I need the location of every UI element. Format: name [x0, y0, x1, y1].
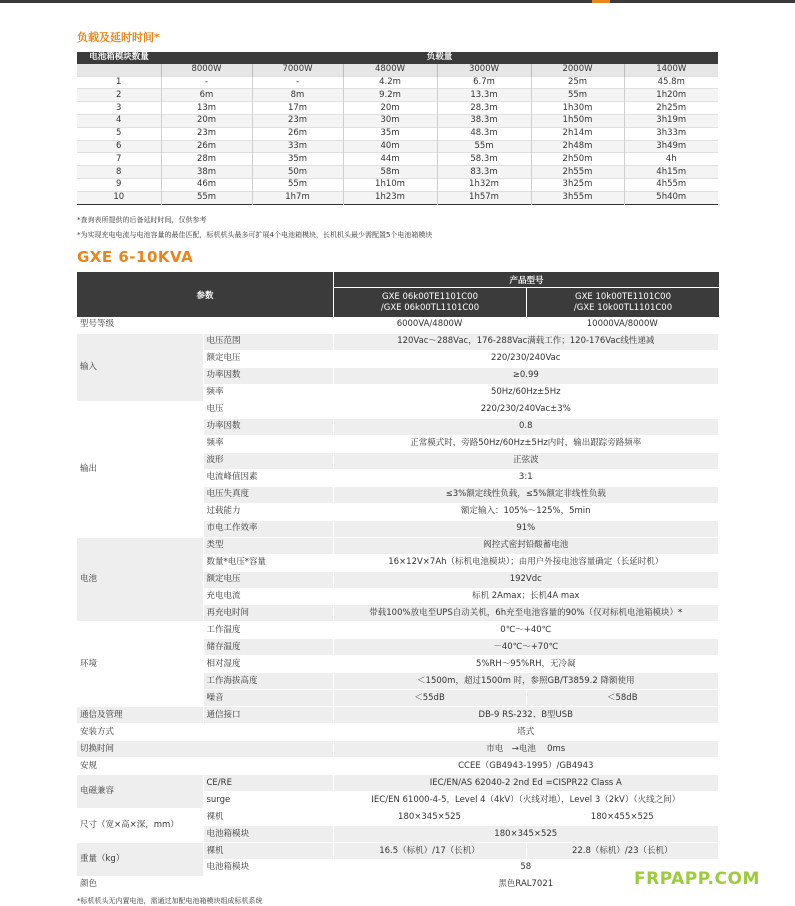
runtime-cell: 4h55m — [624, 178, 718, 191]
load-row — [77, 76, 718, 89]
runtime-cell: 20m — [343, 102, 437, 115]
spec-sub-label: 工作温度 — [203, 622, 333, 639]
safety-label: 安规 — [77, 758, 333, 775]
runtime-cell: 2h50m — [531, 153, 624, 166]
runtime-cell: 17m — [252, 102, 343, 115]
top-accent — [592, 0, 610, 3]
emc-group-label: 电磁兼容 — [77, 775, 203, 809]
spec-value: 180×455×525 — [526, 809, 718, 826]
load-note-1: *查询表所提供的后备延时时间，仅供参考 — [77, 216, 207, 224]
load-row — [77, 166, 718, 179]
col-load-header: 负载量 — [161, 52, 718, 64]
spec-value: 带载100%放电至UPS自动关机，6h充至电池容量的90%（仅对标机电池箱模块）* — [333, 605, 718, 622]
runtime-cell: 2h48m — [531, 140, 624, 153]
runtime-cell: 26m — [252, 127, 343, 140]
spec-value: 额定输入：105%～125%，5min — [333, 503, 718, 520]
runtime-cell: 55m — [161, 191, 252, 204]
spec-sub-label: 工作海拔高度 — [203, 673, 333, 690]
runtime-cell: 2h55m — [531, 166, 624, 179]
spec-sub-label: 充电电流 — [203, 588, 333, 605]
spec-sub-label: 过载能力 — [203, 503, 333, 520]
module-count-cell: 8 — [116, 166, 122, 177]
watt-empty-cell — [77, 64, 161, 76]
spec-table-header — [77, 272, 718, 317]
spec-value: 16.5（标机）/17（长机） — [333, 843, 526, 860]
spec-value: 5%RH～95%RH，无冷凝 — [333, 656, 718, 673]
spec-sub-label: 裸机 — [203, 809, 333, 826]
spec-value: 黑色RAL7021 — [333, 876, 718, 893]
spec-value: 6000VA/4800W — [333, 317, 526, 333]
spec-value: 58 — [333, 860, 718, 877]
spec-sub-label: 相对湿度 — [203, 656, 333, 673]
runtime-cell: 25m — [531, 76, 624, 89]
runtime-cell: 35m — [343, 127, 437, 140]
spec-value: －40℃～+70℃ — [333, 639, 718, 656]
spec-sub-label: 波形 — [203, 452, 333, 469]
spec-sub-label: 储存温度 — [203, 639, 333, 656]
spec-row — [77, 707, 718, 724]
runtime-cell: 20m — [161, 114, 252, 127]
spec-value: 标机 2Amax；长机4A max — [333, 588, 718, 605]
runtime-cell: 1h23m — [343, 191, 437, 204]
dims-group-label: 尺寸（宽×高×深，mm） — [77, 809, 203, 843]
spec-row — [77, 401, 718, 418]
spec-value: IEC/EN 61000-4-5，Level 4（4kV）（火线对地），Level 3（2kV）（火线之间） — [333, 792, 718, 809]
spec-sub-label: 电压范围 — [203, 333, 333, 350]
spec-sub-label: 电流峰值因素 — [203, 469, 333, 486]
module-count-cell: 10 — [113, 192, 125, 203]
spec-sub-label: 频率 — [203, 435, 333, 452]
color-label: 颜色 — [77, 876, 333, 893]
spec-sub-label: 额定电压 — [203, 350, 333, 367]
runtime-cell: 1h32m — [437, 178, 531, 191]
watt-row — [77, 64, 718, 76]
module-count-cell: 1 — [116, 76, 122, 87]
runtime-cell: 1h20m — [624, 89, 718, 102]
model-1-header — [333, 288, 526, 317]
rating-label: 型号等级 — [77, 317, 333, 333]
runtime-cell: 23m — [161, 127, 252, 140]
watt-cell: 1400W — [624, 64, 718, 76]
spec-sub-label: 数量*电压*容量 — [203, 554, 333, 571]
runtime-cell: 1h10m — [343, 178, 437, 191]
spec-table — [77, 317, 718, 894]
runtime-cell: 23m — [252, 114, 343, 127]
load-table — [77, 52, 718, 205]
param-header: 参数 — [77, 272, 333, 317]
module-count-cell: 5 — [116, 128, 122, 139]
model-2-line-2: /GXE 10k00TL1101C00 — [573, 302, 673, 313]
spec-sub-label: 频率 — [203, 384, 333, 401]
runtime-cell: 55m — [252, 178, 343, 191]
runtime-cell: 58m — [343, 166, 437, 179]
runtime-cell: 55m — [531, 89, 624, 102]
spec-value: ≤3%额定线性负载，≤5%额定非线性负载 — [333, 486, 718, 503]
runtime-cell: 38m — [161, 166, 252, 179]
watt-cell: 2000W — [531, 64, 624, 76]
runtime-cell: 13.3m — [437, 89, 531, 102]
spec-value: 塔式 — [333, 724, 718, 741]
load-table-header — [77, 52, 718, 64]
output-group-label: 输出 — [77, 401, 203, 537]
module-count-cell: 2 — [116, 89, 122, 100]
spec-value: 180×345×525 — [333, 809, 526, 826]
runtime-cell: 6m — [161, 89, 252, 102]
spec-value: 0℃～+40℃ — [333, 622, 718, 639]
spec-value: 180×345×525 — [333, 826, 718, 843]
load-row — [77, 140, 718, 153]
spec-value: 192Vdc — [333, 571, 718, 588]
runtime-cell: 2h25m — [624, 102, 718, 115]
runtime-cell: 9.2m — [343, 89, 437, 102]
load-section-title: 负载及延时时间* — [77, 31, 160, 44]
runtime-cell: 35m — [252, 153, 343, 166]
runtime-cell: 8m — [252, 89, 343, 102]
runtime-cell: 48.3m — [437, 127, 531, 140]
spec-value: ＜55dB — [333, 690, 526, 707]
spec-row — [77, 741, 718, 758]
footnote: *标机机头无内置电池，需通过加配电池箱模块组成标机系统 — [77, 897, 263, 905]
load-row — [77, 153, 718, 166]
runtime-cell: 28m — [161, 153, 252, 166]
watt-cell: 4800W — [343, 64, 437, 76]
spec-sub-label: 裸机 — [203, 843, 333, 860]
runtime-cell: 2h14m — [531, 127, 624, 140]
model-header: 产品型号 — [333, 272, 719, 287]
runtime-cell: 6.7m — [437, 76, 531, 89]
spec-value: 91% — [333, 520, 718, 537]
runtime-cell: 13m — [161, 102, 252, 115]
runtime-cell: 4h15m — [624, 166, 718, 179]
runtime-cell: 3h19m — [624, 114, 718, 127]
spec-sub-label: 通信接口 — [203, 707, 333, 724]
top-border — [0, 0, 795, 3]
runtime-cell: 26m — [161, 140, 252, 153]
runtime-cell: 38.3m — [437, 114, 531, 127]
spec-value: 220/230/240Vac — [333, 350, 718, 367]
runtime-cell: 55m — [437, 140, 531, 153]
spec-sub-label: 电压失真度 — [203, 486, 333, 503]
spec-sub-label: CE/RE — [203, 775, 333, 792]
spec-value: 16×12V×7Ah（标机电池模块）；由用户外接电池容量确定（长延时机） — [333, 554, 718, 571]
runtime-cell: 5h40m — [624, 191, 718, 204]
spec-value: 22.8（标机）/23（长机） — [526, 843, 718, 860]
spec-value: 3:1 — [333, 469, 718, 486]
load-row — [77, 127, 718, 140]
model-title: GXE 6-10KVA — [77, 248, 194, 266]
install-label: 安装方式 — [77, 724, 333, 741]
module-count-cell: 4 — [116, 115, 122, 126]
col-modules-header: 电池箱模块数量 — [77, 52, 161, 64]
spec-sub-label: 类型 — [203, 537, 333, 554]
runtime-cell: 4.2m — [343, 76, 437, 89]
spec-sub-label: 功率因数 — [203, 418, 333, 435]
model-2-header — [526, 288, 719, 317]
runtime-cell: 44m — [343, 153, 437, 166]
watermark: FRPAPP.COM — [634, 869, 760, 889]
spec-row — [77, 758, 718, 775]
spec-value: 10000VA/8000W — [526, 317, 718, 333]
runtime-cell: 28.3m — [437, 102, 531, 115]
spec-sub-label: 电池箱模块 — [203, 826, 333, 843]
spec-row — [77, 537, 718, 554]
weight-group-label: 重量（kg） — [77, 843, 203, 877]
runtime-cell: - — [252, 76, 343, 89]
spec-value: ＜1500m，超过1500m 时，参照GB/T3859.2 降额使用 — [333, 673, 718, 690]
spec-value: 120Vac～288Vac，176-288Vac满载工作；120-176Vac线性递减 — [333, 333, 718, 350]
load-row — [77, 191, 718, 204]
runtime-cell: 3h55m — [531, 191, 624, 204]
spec-sub-label: 再充电时间 — [203, 605, 333, 622]
load-row — [77, 102, 718, 115]
spec-row — [77, 333, 718, 350]
runtime-cell: 1h57m — [437, 191, 531, 204]
model-2-line-1: GXE 10k00TE1101C00 — [575, 291, 671, 302]
watt-cell: 8000W — [161, 64, 252, 76]
spec-value: 市电 →电池 0ms — [333, 741, 718, 758]
runtime-cell: 83.3m — [437, 166, 531, 179]
spec-row — [77, 622, 718, 639]
spec-sub-label: 电池箱模块 — [203, 860, 333, 877]
runtime-cell: 4h — [624, 153, 718, 166]
spec-value: IEC/EN/AS 62040-2 2nd Ed =CISPR22 Class A — [333, 775, 718, 792]
spec-value: 220/230/240Vac±3% — [333, 401, 718, 418]
battery-group-label: 电池 — [77, 537, 203, 622]
spec-value: 阀控式密封铅酸蓄电池 — [333, 537, 718, 554]
spec-sub-label: 功率因数 — [203, 367, 333, 384]
spec-value: ≥0.99 — [333, 367, 718, 384]
spec-value: DB-9 RS-232、B型USB — [333, 707, 718, 724]
spec-value: 正弦波 — [333, 452, 718, 469]
spec-value: ＜58dB — [526, 690, 718, 707]
spec-value: 50Hz/60Hz±5Hz — [333, 384, 718, 401]
spec-value: 正常模式时，旁路50Hz/60Hz±5Hz内时，输出跟踪旁路频率 — [333, 435, 718, 452]
runtime-cell: 46m — [161, 178, 252, 191]
runtime-cell: 50m — [252, 166, 343, 179]
spec-row — [77, 809, 718, 826]
runtime-cell: 1h30m — [531, 102, 624, 115]
spec-sub-label: 噪音 — [203, 690, 333, 707]
spec-row — [77, 724, 718, 741]
spec-sub-label: surge — [203, 792, 333, 809]
runtime-cell: 1h7m — [252, 191, 343, 204]
watt-cell: 3000W — [437, 64, 531, 76]
spec-row — [77, 843, 718, 860]
spec-row — [77, 775, 718, 792]
input-group-label: 输入 — [77, 333, 203, 401]
runtime-cell: 58.3m — [437, 153, 531, 166]
runtime-cell: 45.8m — [624, 76, 718, 89]
spec-row — [77, 317, 718, 333]
runtime-cell: 3h49m — [624, 140, 718, 153]
env-group-label: 环境 — [77, 622, 203, 707]
module-count-cell: 3 — [116, 102, 122, 113]
switch-label: 切换时间 — [77, 741, 333, 758]
runtime-cell: 33m — [252, 140, 343, 153]
watt-cell: 7000W — [252, 64, 343, 76]
runtime-cell: 3h25m — [531, 178, 624, 191]
runtime-cell: - — [161, 76, 252, 89]
module-count-cell: 7 — [116, 153, 122, 164]
model-1-line-2: /GXE 06k00TL1101C00 — [380, 302, 480, 313]
load-note-2: *为实现充电电流与电池容量的最佳匹配，标机机头最多可扩展4个电池箱模块，长机机头最少需配置5个电池箱模块 — [77, 231, 433, 239]
load-row — [77, 89, 718, 102]
spec-sub-label: 额定电压 — [203, 571, 333, 588]
comm-label: 通信及管理 — [77, 707, 203, 724]
runtime-cell: 40m — [343, 140, 437, 153]
spec-sub-label: 市电工作效率 — [203, 520, 333, 537]
runtime-cell: 1h50m — [531, 114, 624, 127]
module-count-cell: 6 — [116, 140, 122, 151]
runtime-cell: 3h33m — [624, 127, 718, 140]
load-row — [77, 114, 718, 127]
load-row — [77, 178, 718, 191]
module-count-cell: 9 — [116, 179, 122, 190]
model-1-line-1: GXE 06k00TE1101C00 — [382, 291, 478, 302]
spec-row — [77, 876, 718, 893]
runtime-cell: 30m — [343, 114, 437, 127]
spec-value: CCEE（GB4943-1995）/GB4943 — [333, 758, 718, 775]
spec-value: 0.8 — [333, 418, 718, 435]
spec-sub-label: 电压 — [203, 401, 333, 418]
